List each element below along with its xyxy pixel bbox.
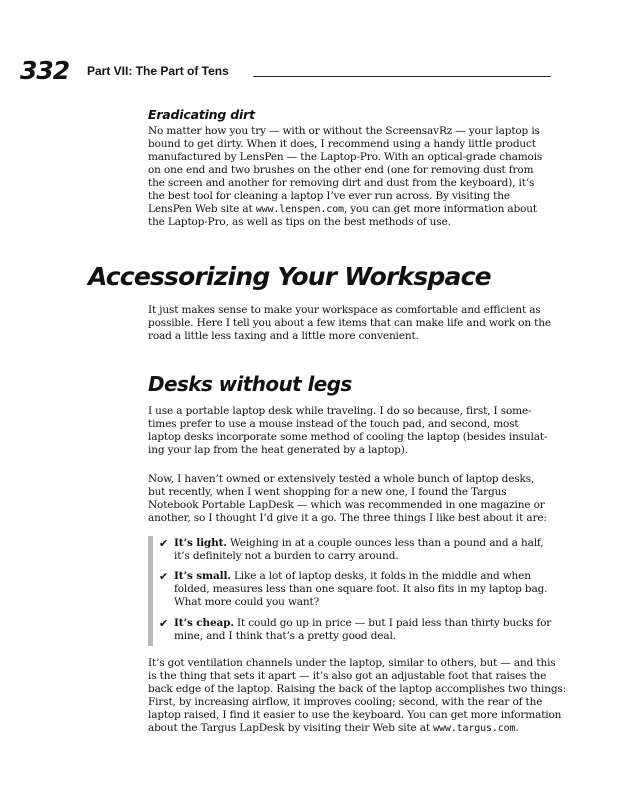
checkmark-bullet-icon: ✔ bbox=[159, 537, 169, 550]
header-rule bbox=[253, 76, 551, 77]
heading-accessorizing-workspace: Accessorizing Your Workspace bbox=[88, 262, 491, 291]
text-line: on one end and two brushes on the other end (one for removing dust from bbox=[148, 164, 534, 176]
text-line: but recently, when I went shopping for a new one, I found the Targus bbox=[148, 486, 507, 498]
paragraph-eradicating-dirt bbox=[148, 125, 550, 229]
text-line: I use a portable laptop desk while traveling. I do so because, first, I some- bbox=[148, 405, 532, 417]
text-segment: . bbox=[515, 722, 519, 734]
paragraph-desks-1 bbox=[148, 405, 550, 457]
text-line: it’s definitely not a burden to carry around. bbox=[174, 550, 399, 562]
list-item-text bbox=[174, 617, 551, 643]
running-header bbox=[20, 56, 552, 86]
lenspen-url: www.lenspen.com bbox=[255, 204, 344, 215]
text-segment: LensPen Web site at bbox=[148, 203, 256, 215]
text-line: What more could you want? bbox=[174, 596, 320, 608]
text-line bbox=[174, 537, 543, 550]
text-line: First, by increasing airflow, it improves cooling; second, with the rear of the bbox=[148, 696, 543, 708]
text-line: back edge of the laptop. Raising the back of the laptop accomplishes two things: bbox=[148, 683, 567, 695]
text-line: It just makes sense to make your workspace as comfortable and efficient as bbox=[148, 304, 541, 316]
text-line: the best tool for cleaning a laptop I’ve ever run across. By visiting the bbox=[148, 190, 510, 202]
text-line bbox=[148, 203, 550, 216]
text-segment: , you can get more information about bbox=[343, 203, 537, 215]
part-title: Part VII: The Part of Tens bbox=[87, 64, 229, 78]
text-line: laptop raised, I find it easier to use the keyboard. You can get more information bbox=[148, 709, 562, 721]
text-line: No matter how you try — with or without the ScreensavRz — your laptop is bbox=[148, 125, 540, 137]
list-item-lead: It’s light. bbox=[174, 537, 227, 549]
text-line: ing your lap from the heat generated by a laptop). bbox=[148, 444, 408, 456]
text-line: mine, and I think that’s a pretty good deal. bbox=[174, 630, 396, 642]
text-segment: It could go up in price — but I paid less than thirty bucks for bbox=[233, 617, 552, 629]
text-line: is the thing that sets it apart — it’s also got an adjustable foot that raises the bbox=[148, 670, 547, 682]
bullet-list bbox=[148, 536, 550, 646]
list-item-lead: It’s small. bbox=[174, 570, 231, 582]
list-item-text bbox=[174, 570, 547, 609]
page-number: 332 bbox=[20, 56, 70, 85]
paragraph-accessorizing bbox=[148, 304, 550, 343]
text-line: folded, measures less than one square foot. It also fits in my laptop bag. bbox=[174, 583, 548, 595]
heading-desks-without-legs: Desks without legs bbox=[148, 372, 352, 396]
text-line: possible. Here I tell you about a few items that can make life and work on the bbox=[148, 317, 551, 329]
text-line: times prefer to use a mouse instead of the touch pad, and second, most bbox=[148, 418, 519, 430]
targus-url: www.targus.com bbox=[433, 723, 516, 734]
list-item-text bbox=[174, 537, 543, 563]
text-line: bound to get dirty. When it does, I recommend using a handy little product bbox=[148, 138, 536, 150]
text-line bbox=[174, 570, 547, 583]
text-line: Notebook Portable LapDesk — which was recommended in one magazine or bbox=[148, 499, 545, 511]
text-line: Now, I haven’t owned or extensively tested a whole bunch of laptop desks, bbox=[148, 473, 535, 485]
text-line: road a little less taxing and a little more convenient. bbox=[148, 330, 419, 342]
checkmark-bullet-icon: ✔ bbox=[159, 617, 169, 630]
paragraph-desks-3 bbox=[148, 657, 567, 735]
checkmark-bullet-icon: ✔ bbox=[159, 570, 169, 583]
text-segment: Like a lot of laptop desks, it folds in the middle and when bbox=[230, 570, 531, 582]
text-line bbox=[148, 722, 550, 735]
list-item-lead: It’s cheap. bbox=[174, 617, 234, 629]
text-line: It’s got ventilation channels under the laptop, similar to others, but — and this bbox=[148, 657, 556, 669]
text-segment: Weighing in at a couple ounces less than a pound and a half, bbox=[226, 537, 544, 549]
paragraph-desks-2 bbox=[148, 473, 550, 525]
text-line: the screen and another for removing dirt and dust from the keyboard), it’s bbox=[148, 177, 535, 189]
text-line: laptop desks incorporate some method of cooling the laptop (besides insulat- bbox=[148, 431, 548, 443]
bullet-list-sidebar bbox=[148, 536, 153, 646]
text-segment: about the Targus LapDesk by visiting their Web site at bbox=[148, 722, 434, 734]
text-line: another, so I thought I’d give it a go. The three things I like best about it are: bbox=[148, 512, 547, 524]
heading-eradicating-dirt: Eradicating dirt bbox=[148, 107, 255, 122]
text-line: the Laptop-Pro, as well as tips on the best methods of use. bbox=[148, 216, 451, 228]
text-line bbox=[174, 617, 551, 630]
text-line: manufactured by LensPen — the Laptop-Pro. With an optical-grade chamois bbox=[148, 151, 543, 163]
